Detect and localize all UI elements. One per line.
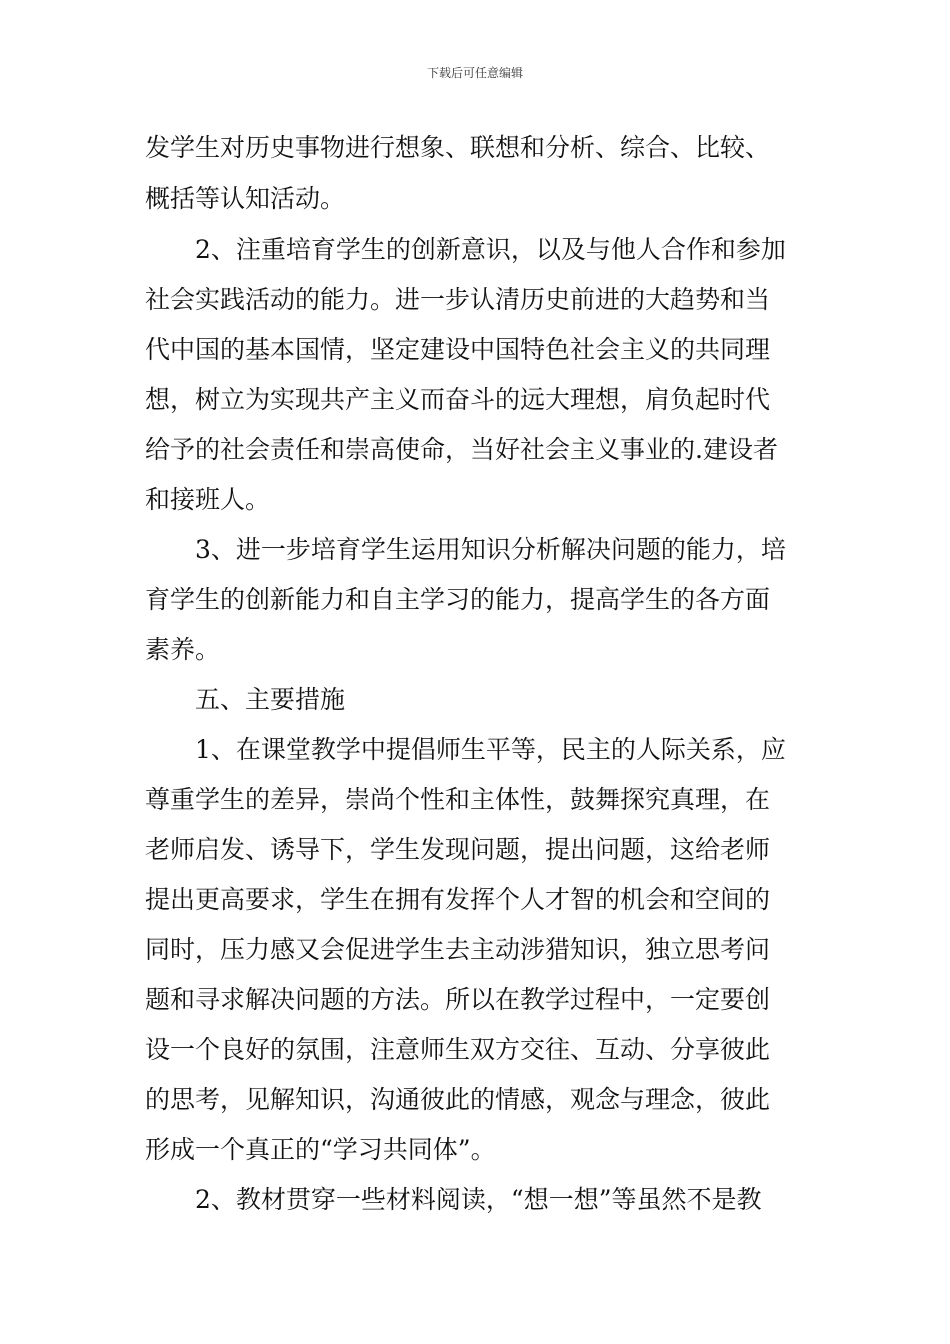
text-line: 形成一个真正的“学习共同体”。 xyxy=(145,1135,496,1164)
text-line: 同时，压力感又会促进学生去主动涉猎知识，独立思考问 xyxy=(145,935,771,964)
text-line: 的思考，见解知识，沟通彼此的情感，观念与理念，彼此 xyxy=(145,1085,771,1114)
text-line: 设一个良好的氛围，注意师生双方交往、互动、分享彼此 xyxy=(145,1035,771,1064)
text-line: 发学生对历史事物进行想象、联想和分析、综合、比较、 xyxy=(145,133,771,162)
text-line: 3、进一步培育学生运用知识分析解决问题的能力，培 xyxy=(195,535,786,564)
text-line: 老师启发、诱导下，学生发现问题，提出问题，这给老师 xyxy=(145,835,771,864)
text-line: 素养。 xyxy=(145,635,221,664)
text-line: 想，树立为实现共产主义而奋斗的远大理想，肩负起时代 xyxy=(145,385,771,414)
text-line: 给予的社会责任和崇高使命，当好社会主义事业的.建设者 xyxy=(145,435,778,464)
text-line: 概括等认知活动。 xyxy=(145,184,346,213)
text-line: 代中国的基本国情，坚定建设中国特色社会主义的共同理 xyxy=(145,335,771,364)
text-line: 提出更高要求，学生在拥有发挥个人才智的机会和空间的 xyxy=(145,885,771,914)
text-line: 尊重学生的差异，崇尚个性和主体性，鼓舞探究真理，在 xyxy=(145,785,771,814)
text-line: 社会实践活动的能力。进一步认清历史前进的大趋势和当 xyxy=(145,285,771,314)
text-line: 2、注重培育学生的创新意识，以及与他人合作和参加 xyxy=(195,235,786,264)
page-header: 下载后可任意编辑 xyxy=(426,66,523,80)
text-line: 和接班人。 xyxy=(145,485,271,514)
section-heading: 五、主要措施 xyxy=(195,685,346,714)
text-line: 2、教材贯穿一些材料阅读，“想一想”等虽然不是教 xyxy=(195,1185,762,1214)
text-line: 题和寻求解决问题的方法。所以在教学过程中，一定要创 xyxy=(145,985,771,1014)
text-line: 育学生的创新能力和自主学习的能力，提高学生的各方面 xyxy=(145,585,771,614)
text-line: 1、在课堂教学中提倡师生平等，民主的人际关系，应 xyxy=(195,735,786,764)
